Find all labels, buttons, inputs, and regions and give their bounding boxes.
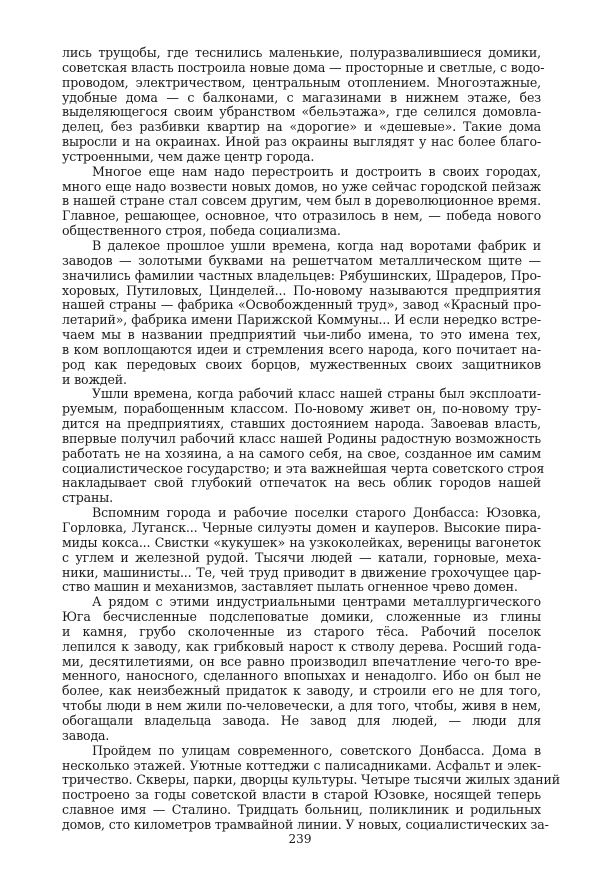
- text-line: в ком воплощаются идеи и стремления всего народа, кого почитает на-: [62, 341, 541, 357]
- text-line: Главное, решающее, основное, что отразилось в нем, — победа нового: [62, 208, 541, 224]
- text-line: летарий», фабрика имени Парижской Коммуны... И если нередко встре-: [62, 312, 541, 328]
- text-line: много еще надо возвести новых домов, но уже сейчас городской пейзаж: [62, 178, 541, 194]
- text-line: построено за годы советской власти в старой Юзовке, носящей теперь: [62, 787, 541, 803]
- page-number: 239: [288, 832, 312, 846]
- text-line: дится на предприятиях, ставших достоянием народа. Завоевав власть,: [62, 416, 541, 432]
- text-line: страны.: [62, 490, 113, 506]
- text-line: хоровых, Путиловых, Цинделей... По-новому называются предприятия: [62, 282, 541, 298]
- paragraph: [62, 45, 545, 165]
- text-line: выделяющегося своим убранством «бельэтажа», где селился домовла-: [62, 104, 541, 120]
- text-line: работать не на хозяина, а на самого себя, на свое, созданное им самим: [62, 445, 541, 461]
- text-line: чаем мы в названии предприятий чьи-либо имена, то это имена тех,: [62, 327, 541, 343]
- text-line: Юга бесчисленные подслеповатые домики, сложенные из глины: [62, 609, 541, 625]
- text-line: нашей страны — фабрика «Освобожденный труд», завод «Красный про-: [62, 297, 541, 313]
- page-body: [62, 45, 560, 833]
- text-line: тричество. Скверы, парки, дворцы культуры. Четыре тысячи жилых зданий: [62, 772, 560, 788]
- paragraph: [62, 386, 545, 506]
- paragraph: [62, 239, 541, 387]
- text-line: выросли и на окраинах. Иной раз окраины выглядят у нас более благо-: [62, 134, 541, 150]
- paragraph: [62, 165, 541, 239]
- text-line: значились фамилии частных владельцев: Рябушинских, Шрадеров, Про-: [62, 267, 541, 283]
- text-line: заводов — золотыми буквами на решетчатом металлическом щите —: [62, 252, 541, 268]
- text-line: В далекое прошлое ушли времена, когда над воротами фабрик и: [92, 237, 541, 253]
- text-line: славное имя — Сталино. Тридцать больниц, поликлиник и родильных: [62, 802, 541, 818]
- text-line: ми, десятилетиями, он все равно производил впечатление чего-то вре-: [62, 653, 541, 669]
- text-line: Ушли времена, когда рабочий класс нашей страны был эксплоати-: [92, 386, 541, 402]
- text-line: Горловка, Луганск... Черные силуэты домен и кауперов. Высокие пира-: [62, 520, 541, 535]
- text-line: менного, наносного, сделанного впопыхах и ненадолго. Ибо он был не: [62, 668, 541, 684]
- text-line: руемым, порабощенным классом. По-новому живет он, по-новому тру-: [62, 401, 541, 417]
- text-line: с углем и железной рудой. Тысячи людей — катали, горновые, меха-: [62, 549, 541, 565]
- text-line: род как передовых своих борцов, мужественных своих защитников: [62, 356, 541, 372]
- text-line: удобные дома — с балконами, с магазинами в нижнем этаже, без: [62, 89, 541, 105]
- text-line: лепился к заводу, как грибковый нарост к стволу дерева. Росший года-: [62, 638, 541, 654]
- text-line: социалистическое государство; и эта важнейшая черта советского строя: [62, 460, 545, 476]
- paragraph: [62, 742, 560, 833]
- text-line: несколько этажей. Уютные коттеджи с палисадниками. Асфальт и элек-: [62, 757, 541, 773]
- text-line: советская власть построила новые дома — просторные и светлые, с водо-: [62, 59, 545, 75]
- text-line: обогащали владельца завода. Не завод для людей, — люди для: [62, 712, 541, 728]
- text-line: впервые получил рабочий класс нашей Родины радостную возможность: [62, 430, 541, 446]
- text-line: Вспомним города и рабочие поселки старого Донбасса: Юзовка,: [92, 505, 541, 521]
- text-line: и вождей.: [62, 371, 127, 387]
- text-line: делец, без разбивки квартир на «дорогие» и «дешевые». Такие дома: [62, 119, 541, 135]
- text-line: завода.: [62, 727, 110, 743]
- text-line: Пройдем по улицам современного, советского Донбасса. Дома в: [92, 742, 541, 758]
- text-line: накладывает свой глубокий отпечаток на весь облик городов нашей: [62, 475, 541, 491]
- paragraph: [62, 595, 541, 743]
- text-line: А рядом с этими индустриальными центрами металлургического: [92, 594, 541, 610]
- text-line: в нашей стране стал совсем другим, чем был в дореволюционное время.: [62, 193, 541, 209]
- text-line: лись трущобы, где теснились маленькие, полуразвалившиеся домики,: [62, 45, 541, 60]
- text-line: ники, машинисты... Те, чей труд приводит в движение грохочущее цар-: [62, 564, 541, 580]
- text-line: чтобы люди в нем жили по-человечески, а для того, чтобы, живя в нем,: [62, 698, 541, 714]
- text-line: проводом, электричеством, центральным отоплением. Многоэтажные,: [62, 74, 541, 90]
- text-line: домов, сто километров трамвайной линии. У новых, социалистических за-: [62, 816, 549, 832]
- text-line: устроенными, чем даже центр города.: [62, 148, 315, 164]
- text-line: Многое еще нам надо перестроить и достроить в своих городах,: [92, 163, 541, 179]
- text-line: и камня, грубо сколоченные из старого тёса. Рабочий поселок: [62, 623, 541, 639]
- text-line: миды кокса... Свистки «кукушек» на узкоколейках, вереницы вагонеток: [62, 534, 541, 550]
- text-line: более, как неизбежный придаток к заводу, и строили его не для того,: [62, 683, 541, 699]
- text-line: ство машин и механизмов, заставляет пылать огненное чрево домен.: [62, 579, 518, 595]
- paragraph: [62, 506, 541, 595]
- text-line: общественного строя, победа социализма.: [62, 223, 341, 239]
